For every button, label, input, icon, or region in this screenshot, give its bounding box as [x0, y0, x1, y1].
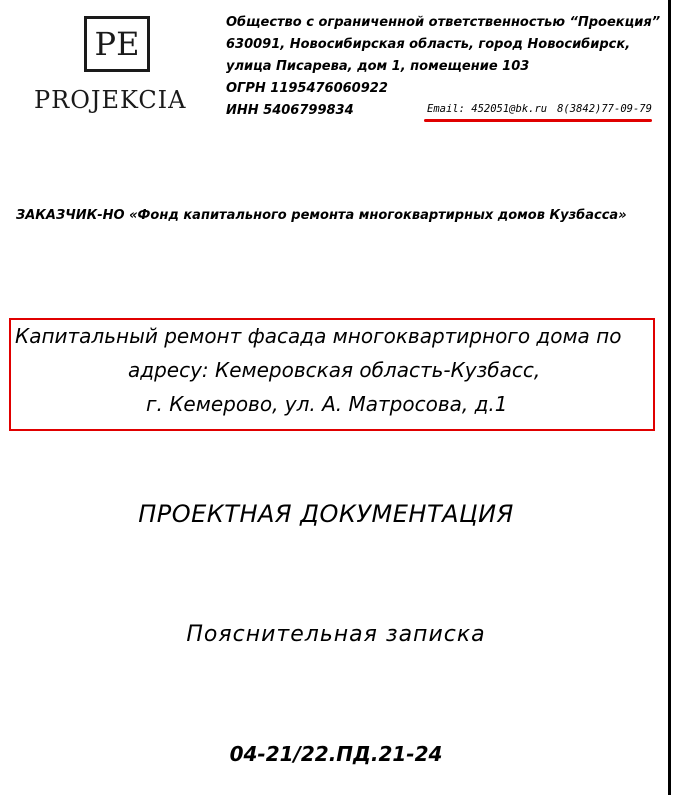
company-address-line1: 630091, Новосибирская область, город Новосибирск, [226, 37, 631, 52]
company-logo-monogram [84, 16, 150, 72]
company-logo-wordmark: PROJEKCIA [34, 86, 187, 114]
company-inn: ИНН 5406799834 [226, 103, 354, 118]
object-title-line1: Капитальный ремонт фасада многоквартирного дома по [15, 324, 622, 348]
contact-email[interactable]: Email: 452051@bk.ru [427, 103, 548, 115]
object-title-line3: г. Кемерово, ул. А. Матросова, д.1 [146, 392, 508, 416]
company-address-line2: улица Писарева, дом 1, помещение 103 [226, 59, 530, 74]
document-volume-title: Пояснительная записка [186, 622, 486, 647]
page-border-right [668, 0, 671, 795]
customer-line: ЗАКАЗЧИК-НО «Фонд капитального ремонта многоквартирных домов Кузбасса» [16, 208, 627, 223]
document-type-title: ПРОЕКТНАЯ ДОКУМЕНТАЦИЯ [138, 500, 514, 528]
company-ogrn: ОГРН 1195476060922 [226, 81, 388, 96]
contacts-highlight-underline [424, 119, 652, 122]
object-title-line2: адресу: Кемеровская область-Кузбасс, [128, 358, 541, 382]
company-name: Общество с ограниченной ответственностью “Проекция” [226, 15, 661, 30]
contact-phone: 8(3842)77-09-79 [557, 103, 652, 115]
logo-monogram-text: PE [94, 25, 140, 63]
document-code: 04-21/22.ПД.21-24 [229, 742, 443, 766]
company-contacts [427, 103, 652, 115]
